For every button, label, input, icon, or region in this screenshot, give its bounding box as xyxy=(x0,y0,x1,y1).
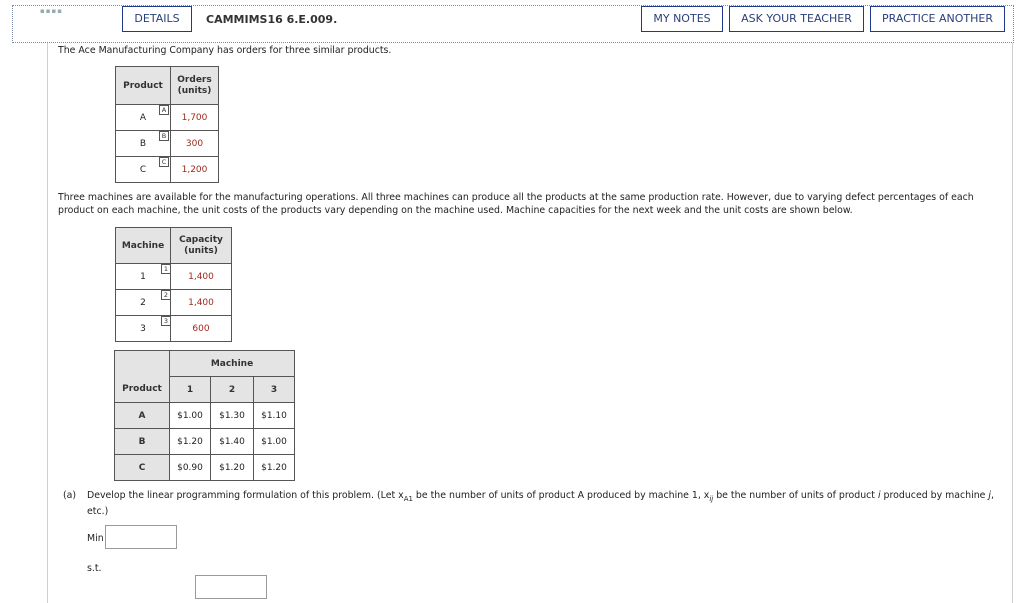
cost-cell: $1.20 xyxy=(170,429,211,455)
cost-col-machine: 3 xyxy=(254,377,295,403)
min-label: Min xyxy=(87,533,104,544)
capacity-header-machine: Machine xyxy=(116,228,171,264)
prompt-text: be the number of units of product xyxy=(713,490,878,501)
orders-row-product: B xyxy=(116,131,171,157)
part-a-label: (a) xyxy=(63,490,77,501)
label-badge-c: C xyxy=(159,157,169,167)
details-button[interactable]: DETAILS xyxy=(122,6,192,32)
st-label: s.t. xyxy=(87,563,102,574)
cost-cell: $1.30 xyxy=(211,403,254,429)
question-id: CAMMIMS16 6.E.009. xyxy=(206,13,338,26)
cost-cell: $1.00 xyxy=(254,429,295,455)
cost-row-product: C xyxy=(115,455,170,481)
cost-header-product: Product xyxy=(115,351,170,403)
capacity-header-capacity: Capacity (units) xyxy=(171,228,232,264)
cost-header-machine: Machine xyxy=(170,351,295,377)
capacity-row-machine: 1 xyxy=(116,264,171,290)
cost-row-product: A xyxy=(115,403,170,429)
machines-text-line1: Three machines are available for the manufacturing operations. All three machines can produce all the products at the same production rate. However, due to varying defect percentages of each xyxy=(58,192,974,203)
cost-table xyxy=(114,350,295,481)
orders-row-value: 1,700 xyxy=(171,105,219,131)
orders-header-orders: Orders (units) xyxy=(171,67,219,105)
intro-text: The Ace Manufacturing Company has orders for three similar products. xyxy=(58,45,392,56)
ask-teacher-button[interactable]: ASK YOUR TEACHER xyxy=(729,6,864,32)
orders-row-value: 1,200 xyxy=(171,157,219,183)
part-a-prompt xyxy=(87,490,1007,503)
label-badge-b: B xyxy=(159,131,169,141)
objective-input[interactable] xyxy=(105,525,177,549)
prompt-var: j xyxy=(988,490,991,501)
cost-cell: $1.10 xyxy=(254,403,295,429)
prompt-text: Develop the linear programming formulation of this problem. (Let x xyxy=(87,490,404,501)
label-badge-3: 3 xyxy=(161,316,171,326)
prompt-sub: A1 xyxy=(403,494,413,503)
prompt-text: , xyxy=(991,490,994,501)
cost-col-machine: 1 xyxy=(170,377,211,403)
orders-row-product: A xyxy=(116,105,171,131)
capacity-row-value: 600 xyxy=(171,316,232,342)
cost-col-machine: 2 xyxy=(211,377,254,403)
label-badge-a: A xyxy=(159,105,169,115)
my-notes-button[interactable]: MY NOTES xyxy=(641,6,723,32)
cost-cell: $0.90 xyxy=(170,455,211,481)
cost-row-product: B xyxy=(115,429,170,455)
prompt-var: i xyxy=(877,490,881,501)
prompt-sub: ij xyxy=(709,494,714,503)
orders-row-product: C xyxy=(116,157,171,183)
practice-another-button[interactable]: PRACTICE ANOTHER xyxy=(870,6,1005,32)
capacity-row-machine: 3 xyxy=(116,316,171,342)
cost-cell: $1.20 xyxy=(254,455,295,481)
capacity-row-machine: 2 xyxy=(116,290,171,316)
prompt-text: produced by machine xyxy=(880,490,989,501)
machines-text-line2: product on each machine, the unit costs of the products vary depending on the machine used. Machine capacities for the next week and the unit costs are shown below. xyxy=(58,205,853,216)
label-badge-1: 1 xyxy=(161,264,171,274)
orders-header-product: Product xyxy=(116,67,171,105)
cost-cell: $1.00 xyxy=(170,403,211,429)
header-ornament: ▪▪▪▪ xyxy=(40,7,63,15)
constraint-input[interactable] xyxy=(195,575,267,599)
label-badge-2: 2 xyxy=(161,290,171,300)
capacity-table xyxy=(115,227,232,342)
cost-cell: $1.40 xyxy=(211,429,254,455)
part-a-prompt-continued: etc.) xyxy=(87,506,109,517)
cost-cell: $1.20 xyxy=(211,455,254,481)
capacity-row-value: 1,400 xyxy=(171,264,232,290)
capacity-row-value: 1,400 xyxy=(171,290,232,316)
prompt-text: be the number of units of product A produced by machine 1, x xyxy=(412,490,710,501)
orders-row-value: 300 xyxy=(171,131,219,157)
